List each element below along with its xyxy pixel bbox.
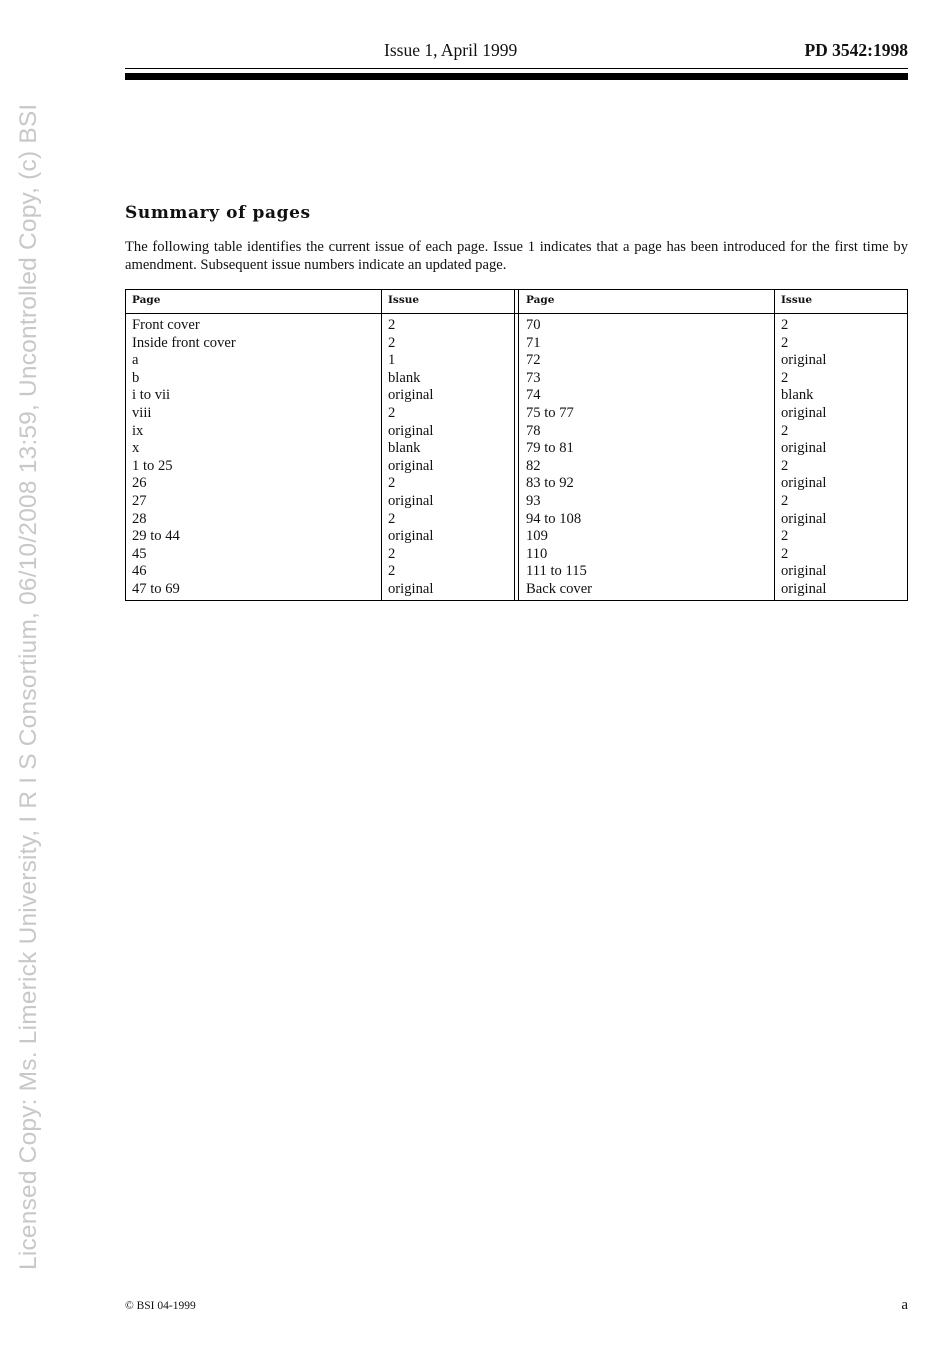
issue-cell: original	[781, 352, 827, 369]
issue-cell: 2	[388, 545, 396, 562]
page-cell: x	[132, 440, 140, 457]
page-cell: 72	[526, 352, 541, 369]
summary-table	[125, 289, 908, 601]
issue-cell: 1	[388, 352, 396, 369]
page-cell: 82	[526, 457, 541, 474]
issue-cell: 2	[781, 492, 789, 509]
issue-cell: 2	[388, 475, 396, 492]
page-cell: 71	[526, 334, 541, 351]
column-divider	[518, 290, 519, 600]
issue-cell: 2	[388, 317, 396, 333]
column-divider	[774, 290, 775, 600]
issue-cell: 2	[781, 334, 789, 351]
page-cell: 1 to 25	[132, 457, 173, 474]
page-cell: 75 to 77	[526, 404, 574, 421]
issue-cell: blank	[388, 440, 421, 457]
issue-cell: 2	[781, 528, 789, 545]
column-divider	[381, 290, 382, 600]
issue-cell: 2	[781, 545, 789, 562]
issue-column-header: Issue	[388, 294, 420, 306]
page-cell: 73	[526, 369, 541, 386]
page-cell: 93	[526, 492, 541, 509]
issue-cell: original	[781, 580, 827, 597]
left-issue-cells	[388, 317, 510, 599]
page-cell: ix	[132, 422, 144, 439]
page-cell: 79 to 81	[526, 440, 574, 457]
page-cell: 70	[526, 317, 541, 333]
footer-copyright: © BSI 04-1999	[125, 1300, 196, 1312]
issue-cell: original	[388, 422, 434, 439]
issue-cell: 2	[781, 457, 789, 474]
page-cell: 109	[526, 528, 548, 545]
left-issue-column	[388, 290, 510, 599]
page-cell: 78	[526, 422, 541, 439]
column-divider	[514, 290, 515, 600]
page-cell: 26	[132, 475, 147, 492]
page-cell: i to vii	[132, 387, 171, 404]
issue-cell: 2	[781, 369, 789, 386]
page-cell: 47 to 69	[132, 580, 180, 597]
header-rule-thick	[125, 73, 908, 80]
header-rule-thin	[125, 68, 908, 69]
left-page-column	[132, 290, 377, 599]
page-cell: 83 to 92	[526, 475, 574, 492]
page-column-header: Page	[526, 294, 555, 306]
intro-paragraph: The following table identifies the current issue of each page. Issue 1 indicates that a page has been introduced for the first time by amendment. Subsequent issue numbers indicate an updated page.	[125, 239, 908, 273]
issue-cell: 2	[388, 510, 396, 527]
right-issue-column	[781, 290, 905, 599]
right-page-cells	[526, 317, 770, 599]
issue-cell: original	[388, 528, 434, 545]
issue-cell: 2	[388, 334, 396, 351]
page-cell: 29 to 44	[132, 528, 180, 545]
page-cell: 46	[132, 563, 147, 580]
issue-cell: original	[388, 387, 434, 404]
page-cell: Back cover	[526, 580, 593, 597]
issue-cell: original	[388, 580, 434, 597]
issue-cell: original	[781, 563, 827, 580]
page-cell: 111 to 115	[526, 563, 587, 580]
left-page-cells	[132, 317, 377, 599]
issue-cell: original	[781, 404, 827, 421]
page-number: a	[901, 1297, 908, 1313]
page-cell: a	[132, 352, 139, 369]
page-cell: Inside front cover	[132, 334, 236, 351]
page-cell: 74	[526, 387, 541, 404]
right-issue-cells	[781, 317, 905, 599]
right-page-column	[526, 290, 770, 599]
issue-cell: blank	[388, 369, 421, 386]
page-cell: b	[132, 369, 140, 386]
page-cell: 45	[132, 545, 147, 562]
issue-cell: original	[388, 457, 434, 474]
page-cell: 28	[132, 510, 147, 527]
page-cell: 27	[132, 492, 147, 509]
issue-cell: 2	[781, 317, 789, 333]
document-code: PD 3542:1998	[804, 40, 908, 60]
license-watermark: Licensed Copy: Ms. Limerick University, I R I S Consortium, 06/10/2008 13:59, Uncontrolled Copy, (c) BSI	[15, 103, 42, 1270]
issue-cell: blank	[781, 387, 814, 404]
section-title: Summary of pages	[125, 203, 311, 223]
page-cell: viii	[132, 404, 152, 421]
issue-column-header: Issue	[781, 294, 813, 306]
issue-cell: original	[781, 440, 827, 457]
page-cell: 110	[526, 545, 548, 562]
page-column-header: Page	[132, 294, 161, 306]
issue-cell: original	[781, 475, 827, 492]
issue-cell: original	[781, 510, 827, 527]
issue-cell: original	[388, 492, 434, 509]
header-issue: Issue 1, April 1999	[384, 40, 518, 60]
page-cell: Front cover	[132, 317, 200, 333]
issue-cell: 2	[781, 422, 789, 439]
issue-cell: 2	[388, 404, 396, 421]
page-cell: 94 to 108	[526, 510, 582, 527]
issue-cell: 2	[388, 563, 396, 580]
